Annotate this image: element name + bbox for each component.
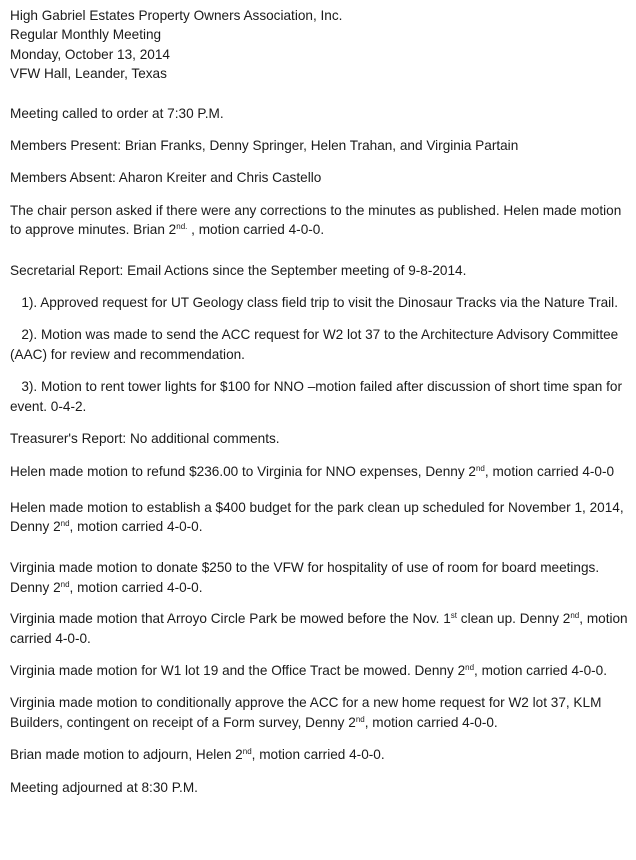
treasurer-report: Treasurer's Report: No additional comments. [10,431,280,447]
motion-mow-w1-text: Virginia made motion for W1 lot 19 and the Office Tract be mowed. Denny 2 [10,662,466,678]
motion-mow-park [10,609,632,648]
meeting-adjourned: Meeting adjourned at 8:30 P.M. [10,779,198,795]
email-action-item: 3). Motion to rent tower lights for $100 for NNO –motion failed after discussion of short time span for event. 0-4-2. [10,379,623,414]
motion-adjourn [10,745,632,764]
motion-mow-park-text2: clean up. Denny 2 [457,611,571,627]
secretarial-report: Secretarial Report: Email Actions since the September meeting of 9-8-2014. [10,262,467,278]
corrections-paragraph [10,201,632,240]
motion-refund-tail: , motion carried 4-0-0 [484,463,615,479]
org-name: High Gabriel Estates Property Owners Association, Inc. [10,8,343,23]
motion-refund [10,462,632,492]
email-action-item: 2). Motion was made to send the ACC request for W2 lot 37 to the Architecture Advisory Committee (AAC) for review and recommendation. [10,327,619,362]
ordinal-suffix: nd [570,611,580,621]
ordinal-suffix: nd [60,518,70,528]
called-to-order: Meeting called to order at 7:30 P.M. [10,105,224,121]
motion-budget-tail: , motion carried 4-0-0. [69,518,203,534]
minutes-document [10,6,632,797]
motion-donate-second [10,578,632,597]
motion-acc-tail: , motion carried 4-0-0. [364,714,498,730]
motion-mow-park-tail: , motion carried 4-0-0. [10,611,628,646]
motion-adjourn-text: Brian made motion to adjourn, Helen 2 [10,747,243,763]
meeting-location: VFW Hall, Leander, Texas [10,66,167,82]
members-absent: Members Absent: Aharon Kreiter and Chris Castello [10,170,322,186]
motion-donate [10,558,632,597]
motion-donate-text: Denny 2 [10,579,61,595]
ordinal-suffix: nd. [176,222,188,232]
motion-acc [10,693,632,732]
meeting-date: Monday, October 13, 2014 [10,46,170,62]
motion-budget [10,498,632,537]
motion-adjourn-tail: , motion carried 4-0-0. [251,747,385,763]
ordinal-suffix: st [450,611,457,621]
corrections-tail: , motion carried 4-0-0. [187,222,325,238]
motion-mow-park-text: Virginia made motion that Arroyo Circle Park be mowed before the Nov. 1 [10,611,451,627]
ordinal-suffix: nd [465,662,475,672]
motion-budget-text: Helen made motion to establish a $400 budget for the park clean up scheduled for November 1, 2014, Denny 2 [10,499,624,534]
motion-refund-text: Helen made motion to refund $236.00 to Virginia for NNO expenses, Denny 2 [10,463,476,479]
motion-mow-w1 [10,661,632,680]
email-action-item: 1). Approved request for UT Geology class field trip to visit the Dinosaur Tracks via the Nature Trail. [21,295,618,311]
meeting-type: Regular Monthly Meeting [10,27,162,43]
header-block [10,6,632,84]
ordinal-suffix: nd [355,714,365,724]
motion-donate-tail: , motion carried 4-0-0. [69,579,203,595]
motion-mow-w1-tail: , motion carried 4-0-0. [474,662,608,678]
motion-acc-text: Virginia made motion to conditionally approve the ACC for a new home request for W2 lot 37, KLM Builders, contingent on receipt of a Form survey, Denny 2 [10,695,602,730]
motion-donate-line: Virginia made motion to donate $250 to the VFW for hospitality of use of room for board meetings. [10,560,600,576]
ordinal-suffix: nd [242,747,252,757]
ordinal-suffix: nd [475,463,485,473]
ordinal-suffix: nd [60,579,70,589]
corrections-text: The chair person asked if there were any corrections to the minutes as published. Helen made motion to approve minutes. Brian 2 [10,202,622,238]
members-present: Members Present: Brian Franks, Denny Springer, Helen Trahan, and Virginia Partain [10,138,519,154]
